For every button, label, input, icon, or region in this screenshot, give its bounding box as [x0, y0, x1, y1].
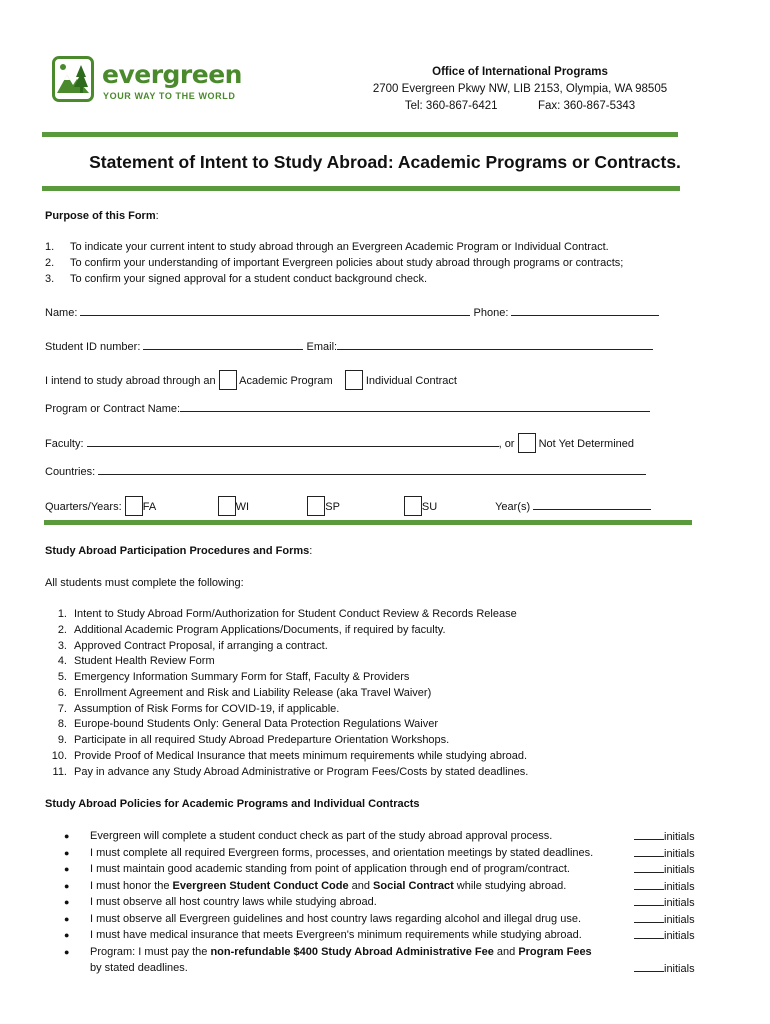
bullet-icon: ●: [64, 864, 70, 874]
policy-item: ● Program: I must pay the non-refundable $400 Study Abroad Administrative Fee and Program Fees: [64, 946, 592, 958]
procedures-intro: All students must complete the following:: [45, 577, 244, 589]
countries-label: Countries:: [45, 466, 96, 478]
office-title: Office of International Programs: [432, 66, 608, 78]
academic-program-label: Academic Program: [239, 375, 333, 387]
not-yet-determined-label: Not Yet Determined: [538, 438, 634, 450]
office-contact: [350, 98, 690, 115]
procedure-item: 2. Additional Academic Program Applications/Documents, if required by faculty.: [57, 624, 446, 636]
phone-label: Phone:: [473, 307, 509, 319]
bullet-icon: ●: [64, 881, 70, 891]
logo-tagline: YOUR WAY TO THE WORLD: [103, 91, 236, 101]
fields-divider: [44, 520, 692, 525]
not-yet-determined-checkbox[interactable]: [518, 433, 536, 453]
procedure-item: 10. Provide Proof of Medical Insurance that meets minimum requirements while studying abroad.: [51, 750, 528, 762]
initials-field[interactable]: initials: [634, 880, 695, 893]
fa-label: FA: [142, 501, 156, 513]
wi-checkbox[interactable]: [218, 496, 236, 516]
initials-field[interactable]: initials: [634, 847, 695, 860]
bullet-icon: ●: [64, 947, 70, 957]
student-id-label: Student ID number:: [45, 341, 141, 353]
individual-contract-checkbox[interactable]: [345, 370, 363, 390]
procedure-item: 5. Emergency Information Summary Form for Staff, Faculty & Providers: [57, 671, 410, 683]
policy-item: ● Evergreen will complete a student conduct check as part of the study abroad approval process.: [64, 830, 553, 842]
office-tel: Tel: 360-867-6421: [404, 100, 498, 112]
header-divider: [42, 132, 678, 137]
individual-contract-label: Individual Contract: [365, 375, 457, 387]
name-phone-row: [45, 306, 659, 319]
purpose-item: 2. To confirm your understanding of important Evergreen policies about study abroad through programs or contracts;: [45, 257, 624, 269]
policy-item: ● I must have medical insurance that meets Evergreen's minimum requirements while studying abroad.: [64, 929, 582, 941]
years-field[interactable]: [533, 500, 651, 510]
fa-checkbox[interactable]: [125, 496, 143, 516]
quarters-label: Quarters/Years:: [45, 501, 122, 513]
form-title: Statement of Intent to Study Abroad: Academic Programs or Contracts.: [89, 152, 681, 172]
policy-item: ● I must honor the Evergreen Student Conduct Code and Social Contract while studying abroad.: [64, 880, 567, 892]
policy-item: ● I must observe all host country laws while studying abroad.: [64, 896, 377, 908]
program-name-field[interactable]: [180, 402, 650, 412]
procedure-item: 6. Enrollment Agreement and Risk and Liability Release (aka Travel Waiver): [57, 687, 432, 699]
countries-row: [45, 465, 646, 478]
purpose-item: 3. To confirm your signed approval for a student conduct background check.: [45, 273, 428, 285]
purpose-item: 1. To indicate your current intent to study abroad through an Evergreen Academic Program or Individual Contract.: [45, 241, 609, 253]
initials-field[interactable]: initials: [634, 962, 695, 975]
name-label: Name:: [45, 307, 78, 319]
procedure-item: 1. Intent to Study Abroad Form/Authorization for Student Conduct Review & Records Release: [57, 608, 517, 620]
purpose-heading: Purpose of this Form:: [45, 210, 159, 222]
policy-item-continuation: by stated deadlines.: [90, 962, 188, 974]
bullet-icon: ●: [64, 848, 70, 858]
policy-item: ● I must observe all Evergreen guidelines and host country laws regarding alcohol and illegal drug use.: [64, 913, 582, 925]
faculty-field[interactable]: [87, 437, 499, 447]
email-field[interactable]: [337, 340, 653, 350]
policy-item: ● I must maintain good academic standing from point of application through end of program/contract.: [64, 863, 570, 875]
program-name-row: [45, 402, 650, 415]
intent-row: [45, 370, 457, 390]
intent-label: I intend to study abroad through an: [45, 375, 216, 387]
initials-field[interactable]: initials: [634, 863, 695, 876]
tree-mountain-icon: [52, 56, 94, 102]
procedures-heading: Study Abroad Participation Procedures and Forms:: [45, 545, 313, 557]
policy-item: ● I must complete all required Evergreen forms, processes, and orientation meetings by stated deadlines.: [64, 847, 594, 859]
years-label: Year(s): [495, 501, 531, 513]
sp-checkbox[interactable]: [307, 496, 325, 516]
faculty-label: Faculty:: [45, 438, 84, 450]
initials-field[interactable]: initials: [634, 896, 695, 909]
initials-field[interactable]: initials: [634, 830, 695, 843]
bullet-icon: ●: [64, 914, 70, 924]
quarters-row: [45, 496, 651, 516]
student-id-field[interactable]: [143, 340, 303, 350]
procedure-item: 4. Student Health Review Form: [57, 655, 215, 667]
su-label: SU: [421, 501, 438, 513]
bullet-icon: ●: [64, 897, 70, 907]
title-divider: [42, 186, 680, 191]
office-fax: Fax: 360-867-5343: [537, 100, 636, 112]
bullet-icon: ●: [64, 930, 70, 940]
id-email-row: [45, 340, 653, 353]
academic-program-checkbox[interactable]: [219, 370, 237, 390]
initials-field[interactable]: initials: [634, 929, 695, 942]
or-label: , or: [498, 438, 515, 450]
office-address-block: [350, 64, 690, 115]
procedure-item: 11. Pay in advance any Study Abroad Administrative or Program Fees/Costs by stated deadlines.: [52, 766, 529, 778]
procedure-item: 9. Participate in all required Study Abroad Predeparture Orientation Workshops.: [57, 734, 450, 746]
countries-field[interactable]: [98, 465, 646, 475]
initials-field[interactable]: initials: [634, 913, 695, 926]
program-name-label: Program or Contract Name:: [45, 403, 181, 415]
email-label: Email:: [306, 341, 338, 353]
evergreen-logo: [52, 56, 252, 106]
office-address: 2700 Evergreen Pkwy NW, LIB 2153, Olympia, WA 98505: [372, 83, 668, 95]
phone-field[interactable]: [511, 306, 659, 316]
procedure-item: 3. Approved Contract Proposal, if arranging a contract.: [57, 640, 328, 652]
faculty-row: [45, 433, 634, 453]
name-field[interactable]: [80, 306, 470, 316]
wi-label: WI: [235, 501, 250, 513]
procedure-item: 7. Assumption of Risk Forms for COVID-19, if applicable.: [57, 703, 340, 715]
logo-wordmark: evergreen: [102, 60, 242, 89]
policies-heading: Study Abroad Policies for Academic Programs and Individual Contracts: [45, 798, 420, 810]
bullet-icon: ●: [64, 831, 70, 841]
sp-label: SP: [325, 501, 340, 513]
su-checkbox[interactable]: [404, 496, 422, 516]
procedure-item: 8. Europe-bound Students Only: General Data Protection Regulations Waiver: [57, 718, 439, 730]
